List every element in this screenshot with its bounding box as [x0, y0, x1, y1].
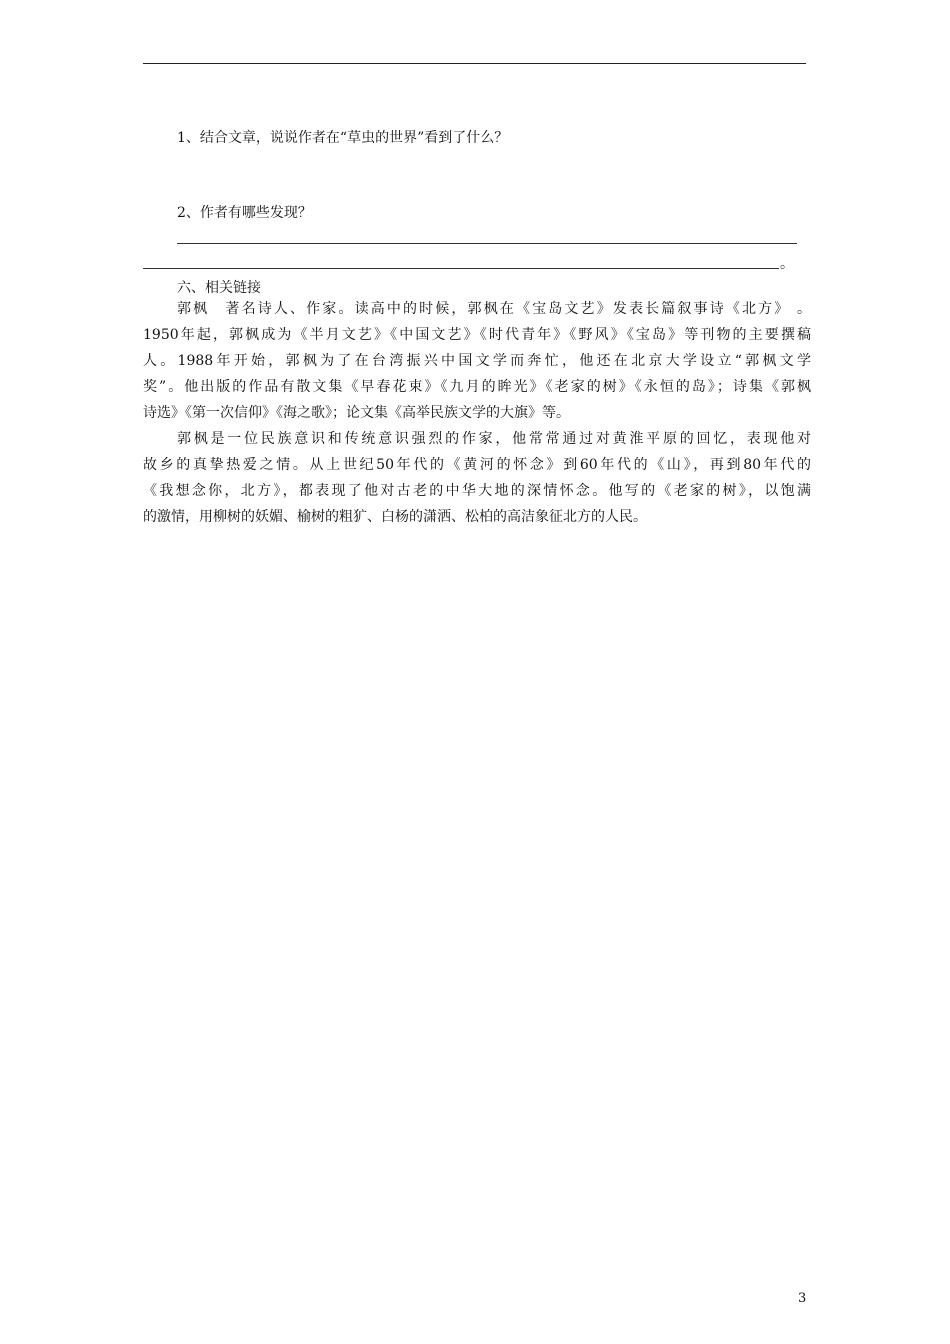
paragraph-author-bio — [143, 296, 811, 426]
paragraph-author-themes — [143, 426, 811, 530]
paragraph-line: 的激情，用柳树的妖媚、榆树的粗犷、白杨的潇洒、松柏的高洁象征北方的人民。 — [143, 509, 647, 525]
question-2: 2、作者有哪些发现？ — [177, 205, 312, 221]
question-1: 1、结合文章，说说作者在“草虫的世界”看到了什么？ — [177, 130, 509, 146]
paragraph-line: 人。1988年开始，郭枫为了在台湾振兴中国文学而奔忙，他还在北京大学设立“郭枫文学 — [143, 353, 811, 369]
page-number: 3 — [798, 1291, 807, 1306]
paragraph-line: 故乡的真挚热爱之情。从上世纪50年代的《黄河的怀念》到60年代的《山》，再到80年代的 — [143, 457, 811, 473]
paragraph-line: 郭枫 著名诗人、作家。读高中的时候，郭枫在《宝岛文艺》发表长篇叙事诗《北方》 。 — [177, 301, 811, 317]
paragraph-line: 诗选》《第一次信仰》《海之歌》；论文集《高举民族文学的大旗》等。 — [143, 405, 570, 421]
answer-end-mark: 。 — [780, 256, 794, 272]
answer-blank-line-2 — [143, 268, 779, 269]
paragraph-line: 奖”。他出版的作品有散文集《早春花束》《九月的眸光》《老家的树》《永恒的岛》；诗集《郭枫 — [143, 379, 811, 395]
paragraph-line: 郭枫是一位民族意识和传统意识强烈的作家，他常常通过对黄淮平原的回忆，表现他对 — [177, 431, 811, 447]
answer-blank-line-1 — [177, 243, 797, 244]
paragraph-line: 《我想念你，北方》，都表现了他对古老的中华大地的深情怀念。他写的《老家的树》，以饱满 — [143, 483, 811, 499]
section-heading: 六、相关链接 — [177, 280, 261, 296]
header-rule — [143, 63, 806, 64]
paragraph-line: 1950年起，郭枫成为《半月文艺》《中国文艺》《时代青年》《野风》《宝岛》等刊物的主要撰稿 — [143, 327, 811, 343]
